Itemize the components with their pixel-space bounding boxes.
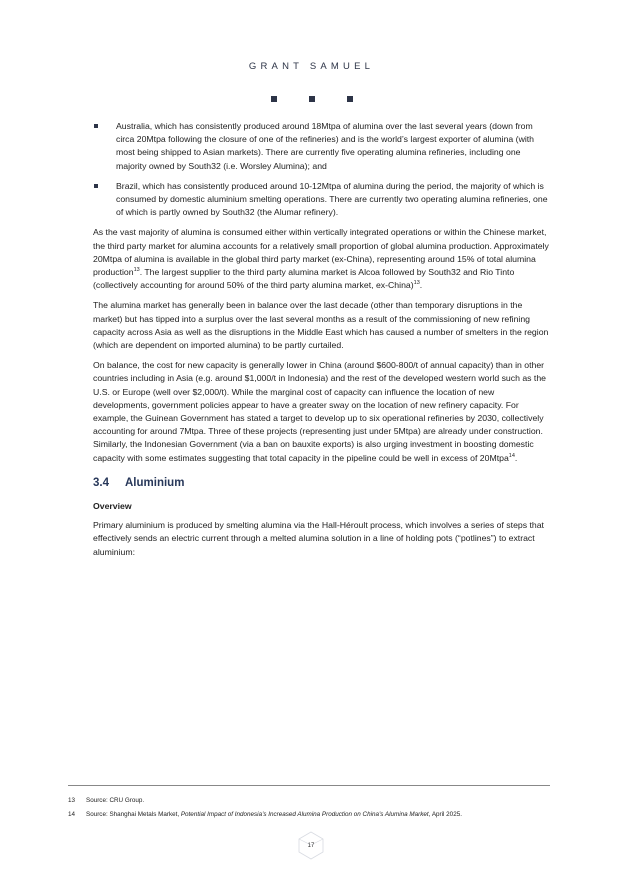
bullet-item: [93, 180, 553, 220]
paragraph-aluminium-process: Primary aluminium is produced by smelting alumina via the Hall-Héroult process, which involves a series of steps that effectively sends an electric current through a melted alumina solution in a line of holding pots (“potlines”) to extract aluminium:: [93, 520, 544, 557]
bullet-text: Australia, which has consistently produced around 18Mtpa of alumina over the last several years (down from circa 20Mtpa following the closure of one of the refineries) and is the world’s largest exporter of alumina (with most being shipped to Asian markets). There are currently five operating alumina refineries, including one majority owned by South32 (i.e. Worsley Alumina); and: [116, 121, 535, 171]
square-icon: [347, 96, 353, 102]
footnote-ref[interactable]: 13: [133, 267, 140, 274]
footnote-text: Source: CRU Group.: [86, 797, 145, 804]
footnote-source-title: Potential Impact of Indonesia’s Increased Alumina Production on China’s Alumina Market: [180, 811, 429, 818]
page-number-badge: [296, 830, 326, 860]
footnote-divider: [68, 785, 550, 786]
footnote-number: 13: [68, 797, 76, 804]
paragraph-text: .: [514, 452, 518, 463]
square-icon: [271, 96, 277, 102]
paragraph-capacity-cost: [93, 359, 553, 465]
paragraph-third-party-market: [93, 226, 553, 292]
bullet-icon: [94, 124, 98, 128]
page-number: 17: [307, 843, 315, 849]
body-content: [93, 120, 553, 566]
brand-wordmark: GRANT SAMUEL: [248, 61, 375, 72]
brand-squares: [0, 89, 623, 107]
bullet-text: Brazil, which has consistently produced around 10-12Mtpa of alumina during the period, the majority of which is consumed by domestic aluminium smelting operations. There are currently two operating alumina refineries, one of which is partly owned by South32 (the Alumar refinery).: [116, 180, 548, 218]
section-number: 3.4: [93, 476, 109, 489]
section-heading: [93, 477, 553, 490]
footnote: [68, 811, 462, 818]
footnote-text: , April 2025.: [428, 811, 462, 818]
footnote-ref[interactable]: 13: [413, 280, 420, 287]
footnote: [68, 797, 144, 804]
paragraph-market-balance: The alumina market has generally been in balance over the last decade (other than temporary disruptions in the market) but has tipped into a surplus over the last several months as a result of the commissioning of new refining capacity across Asia as well as the disruptions in the Middle East which has caused a number of smelters in the region (which are dependent on imported alumina) to be partly curtailed.: [93, 300, 549, 351]
page-header: [0, 0, 623, 100]
subheading: Overview: [93, 501, 132, 512]
paragraph-text: .: [419, 280, 423, 291]
bullet-icon: [94, 184, 98, 188]
paragraph-text: As the vast majority of alumina is consumed either within vertically integrated operations or within the Chinese market, the third party market for alumina accounts for a relatively small proportion of global alumina production. Approximately 20Mtpa of alumina is available in the global third party market (ex-China), representing around 15% of total alumina production: [93, 227, 549, 278]
section-title: Aluminium: [125, 476, 185, 489]
paragraph-text: . The largest supplier to the third party alumina market is Alcoa followed by South32 and Rio Tinto (collectively accounting for around 50% of the third party alumina market, ex-China): [93, 267, 515, 291]
footnote-text: Source: Shanghai Metals Market,: [86, 811, 181, 818]
bullet-item: [93, 120, 553, 173]
footnote-number: 14: [68, 811, 76, 818]
footnote-ref[interactable]: 14: [508, 452, 515, 459]
paragraph-text: On balance, the cost for new capacity is generally lower in China (around $600-800/t of annual capacity) than in other countries including in Asia (e.g. around $1,000/t in Indonesia) and the rest of the developed western world such as the U.S. or Europe (well over $2,000/t). While the marginal cost of capacity can influence the location of new developments, government policies appear to have a greater sway on the location of new refinery capacity. For example, the Guinean Government has stated a target to develop up to six operational refineries by 2030, collectively accounting for around 7Mtpa. Three of these projects (representing just under 5Mtpa) are already under construction. Similarly, the Indonesian Government (via a ban on bauxite exports) is also urging investment in boosting domestic capacity with some estimates suggesting that total capacity in the pipeline could be well in excess of 20Mtpa: [93, 360, 547, 463]
square-icon: [309, 96, 315, 102]
